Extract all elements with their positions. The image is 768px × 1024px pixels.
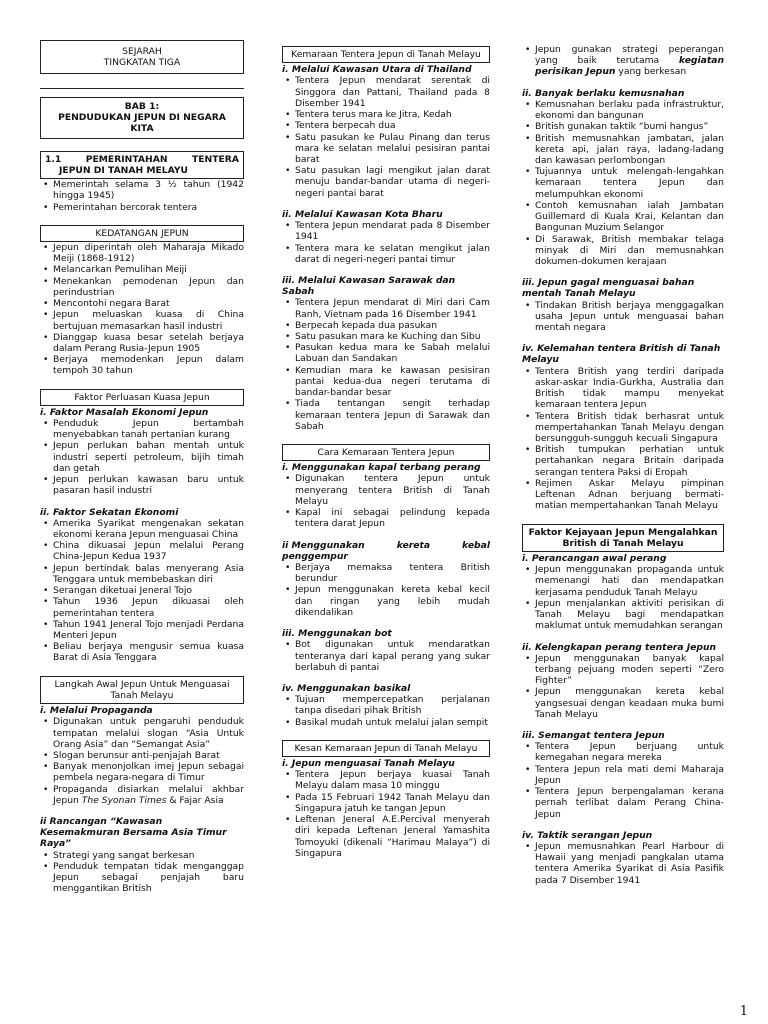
cara-list-4 (282, 694, 490, 728)
subheading: i. Jepun menguasai Tanah Melayu (282, 758, 455, 770)
list-item: • Contoh kemusnahan ialah Jambatan Guillemard di Kuala Krai, Kelantan dan Bangunan Muzium Selangor (522, 200, 724, 234)
langkah-list-2 (40, 850, 244, 895)
text-fragment: & Fajar Asia (166, 794, 224, 806)
list-item: • Tiada tentangan sengit terhadap kemaraan tentera Jepun di Sarawak dan Sabah (282, 398, 490, 432)
kejayaan-list-3 (522, 741, 724, 820)
faktor-list-1 (40, 418, 244, 497)
list-item: • Leftenan Jeneral A.E.Percival menyerah diri kepada Leftenan Jeneral Yamashita Tomoyuki (dikenali “Harimau Malaya”) di Singapura (282, 814, 490, 859)
subheading: ii. Banyak berlaku kemusnahan (522, 87, 685, 99)
list-item: • Dianggap kuasa besar setelah berjaya dalam Perang Rusia-Jepun 1905 (40, 332, 244, 354)
faktor-kejayaan-box (522, 524, 724, 552)
text-fragment: Jepun gunakan strategi peperangan yang baik terutama (535, 44, 724, 67)
list-item: • Jepun meluaskan kuasa di China bertujuan memasarkan hasil industri (40, 309, 244, 331)
kemaraan-list-3 (282, 297, 490, 432)
list-item: • Serangan diketuai Jeneral Tojo (40, 585, 244, 596)
subheading: i. Melalui Propaganda (40, 705, 153, 717)
list-item: • Tujuan mempercepatkan perjalanan tanpa disedari pihak British (282, 694, 490, 716)
list-item: • Jepun menggunakan kereta kebal yangsesuai dengan keadaan muka bumi Tanah Melayu (522, 686, 724, 720)
subheading: ii. Faktor Sekatan Ekonomi (40, 506, 179, 518)
list-item: • Penduduk tempatan tidak menganggap Jepun sebagai penjajah baru menggantikan British (40, 861, 244, 895)
list-item: • Amerika Syarikat mengenakan sekatan ekonomi kerana Jepun menguasai China (40, 518, 244, 540)
section-number: 1.1 (45, 153, 62, 165)
subheading: iv. Kelemahan tentera British di Tanah Melayu (522, 343, 721, 366)
kemaraan-list-1 (282, 75, 490, 198)
chapter-box (40, 97, 244, 139)
subheading: ii. Kelengkapan perang tentera Jepun (522, 641, 717, 653)
list-item: • Tentera British yang terdiri daripada askar-askar India-Gurkha, Australia dan British tidak mampu menyekat kemaraan tentera Jepun (522, 366, 724, 411)
list-item: • Basikal mudah untuk melalui jalan sempit (282, 717, 490, 728)
langkah-awal-title: Langkah Awal Jepun Untuk Menguasai Tanah Melayu (54, 678, 230, 701)
list-item: • Slogan berunsur anti-penjajah Barat (40, 750, 244, 761)
section-title-a: PEMERINTAHAN (85, 153, 168, 165)
subheading: i. Faktor Masalah Ekonomi Jepun (40, 406, 209, 418)
emphasis-text: kegiatan perisikan Jepun (535, 55, 724, 78)
kesan-list-1 (282, 769, 490, 859)
subheading: iii. Semangat tentera Jepun (522, 730, 665, 742)
list-item: • British gunakan taktik “bumi hangus” (522, 121, 724, 132)
text-fragment: yang berkesan (615, 66, 687, 78)
list-item: • Memerintah selama 3 ½ tahun (1942 hingga 1945) (40, 179, 244, 201)
text-fragment: Propaganda disiarkan melalui akhbar Jepun (53, 783, 244, 806)
list-item: • Strategi yang sangat berkesan (40, 850, 244, 861)
list-item: • Jepun perlukan bahan mentah untuk industri seperti petroleum, bijih timah dan getah (40, 440, 244, 474)
subheading-part: kebal (462, 539, 490, 551)
newspaper-name: The Syonan Times (81, 794, 167, 806)
list-item: • British memusnahkan jambatan, jalan kereta api, jalan raya, ladang-ladang dan kawasan perlombongan (522, 133, 724, 167)
list-item: • Jepun diperintah oleh Maharaja Mikado Meiji (1868-1912) (40, 242, 244, 264)
list-item: • Tentera terus mara ke Jitra, Kedah (282, 109, 490, 120)
list-item: • Banyak menonjolkan imej Jepun sebagai pembela negara-negara di Timur (40, 761, 244, 783)
list-item: • Pada 15 Februari 1942 Tanah Melayu dan Singapura jatuh ke tangan Jepun (282, 792, 490, 814)
subheading: iii. Menggunakan bot (282, 628, 392, 640)
list-item: • Jepun menjalankan aktiviti perisikan di Tanah Melayu bagi mendapatkan maklumat untuk memudahkan serangan (522, 598, 724, 632)
list-item: • Pemerintahan bercorak tentera (40, 202, 244, 213)
subheading: i. Perancangan awal perang (522, 552, 667, 564)
subheading-part: penggempur (282, 550, 348, 562)
list-item: • Tentera Jepun rela mati demi Maharaja Jepun (522, 764, 724, 786)
subject-title: SEJARAH (122, 45, 162, 57)
section-1-1-box (40, 151, 244, 179)
list-item: • Kemusnahan berlaku pada infrastruktur, ekonomi dan bangunan (522, 99, 724, 121)
chapter-number: BAB 1: (124, 101, 160, 112)
faktor-perluasan-box (40, 389, 244, 406)
list-item: • Kemudian mara ke kawasan pesisiran pantai kedua-dua negeri terutama di bandar-bandar besar (282, 365, 490, 399)
kemaraan-box (282, 46, 490, 63)
faktor-perluasan-title: Faktor Perluasan Kuasa Jepun (74, 391, 210, 403)
subheading: ii Rancangan “Kawasan Kesemakmuran Bersama Asia Timur Raya” (40, 816, 227, 850)
column-1 (40, 40, 244, 895)
subheading (282, 540, 490, 562)
list-item: • Penduduk Jepun bertambah menyebabkan tanah pertanian kurang (40, 418, 244, 440)
list-item: • Jepun menggunakan propaganda untuk memenangi hati dan mendapatkan kerjasama penduduk Tanah Melayu (522, 564, 724, 598)
list-item: • China dikuasai Jepun melalui Perang China-Jepun Kedua 1937 (40, 540, 244, 562)
list-item: • Tentera Jepun berpengalaman kerana pernah terlibat dalam Perang China-Jepun (522, 786, 724, 820)
kedatangan-box (40, 225, 244, 242)
kemaraan-list-2 (282, 220, 490, 265)
subheading-part: ii Menggunakan (282, 539, 365, 551)
column-3 (522, 44, 724, 886)
subheading: iv. Menggunakan basikal (282, 682, 411, 694)
list-item: • British tumpukan perhatian untuk pertahankan negara Britain daripada serangan tentera Paksi di Eropah (522, 444, 724, 478)
subject-header-box (40, 40, 244, 74)
faktor-list-2 (40, 518, 244, 664)
list-item: • Di Sarawak, British membakar telaga minyak di Miri dan memusnahkan dokumen-dokumen kerajaan (522, 234, 724, 268)
kesan-kemaraan-box (282, 740, 490, 757)
list-item: • Beliau berjaya mengusir semua kuasa Barat di Asia Tenggara (40, 641, 244, 663)
subheading: i. Melalui Kawasan Utara di Thailand (282, 64, 472, 76)
kejayaan-list-4 (522, 841, 724, 886)
list-item: • Tentera British tidak berhasrat untuk mempertahankan Tanah Melayu dengan bersungguh-sungguh kecuali Singapura (522, 411, 724, 445)
langkah-awal-box (40, 676, 244, 704)
chapter-title: PENDUDUKAN JEPUN DI NEGARA KITA (58, 112, 226, 135)
list-item: • Berjaya memodenkan Jepun dalam tempoh 30 tahun (40, 354, 244, 376)
cara-list-3 (282, 639, 490, 673)
list-item: • Mencontohi negara Barat (40, 298, 244, 309)
subheading: iii. Melalui Kawasan Sarawak dan Sabah (282, 274, 456, 298)
list-item: • Kapal ini sebagai pelindung kepada tentera darat Jepun (282, 507, 490, 529)
kejayaan-list-2 (522, 653, 724, 720)
list-item: • Tentera mara ke selatan mengikut jalan darat di negeri-negeri pantai timur (282, 243, 490, 265)
list-item: • Tentera Jepun berjaya kuasai Tanah Melayu dalam masa 10 minggu (282, 769, 490, 791)
list-item: • Tujuannya untuk melengah-lengahkan kemaraan tentera Jepun dan melumpuhkan ekonomi (522, 166, 724, 200)
kemaraan-title: Kemaraan Tentera Jepun di Tanah Melayu (291, 49, 481, 60)
column-2 (282, 46, 490, 859)
list-item: • Digunakan tentera Jepun untuk menyerang tentera British di Tanah Melayu (282, 473, 490, 507)
list-item: • Berpecah kepada dua pasukan (282, 320, 490, 331)
list-item: • Tentera Jepun mendarat serentak di Singgora dan Pattani, Thailand pada 8 Disember 1941 (282, 75, 490, 109)
list-item: • Menekankan pemodenan Jepun dan perindustrian (40, 276, 244, 298)
list-item: • Digunakan untuk pengaruhi penduduk tempatan melalui slogan “Asia Untuk Orang Asia” dan “Semangat Asia” (40, 716, 244, 750)
gagal-list (522, 300, 724, 334)
list-item: • Bot digunakan untuk mendaratkan tenteranya dari kapal perang yang sukar berlabuh di pantai (282, 639, 490, 673)
kesan-kemaraan-title: Kesan Kemaraan Jepun di Tanah Melayu (294, 742, 478, 754)
list-item: • Melancarkan Pemulihan Meiji (40, 264, 244, 275)
list-item: • Satu pasukan mara ke Kuching dan Sibu (282, 331, 490, 342)
list-item: • Berjaya memaksa tentera British berundur (282, 562, 490, 584)
cara-list-2 (282, 562, 490, 618)
kejayaan-list-1 (522, 564, 724, 631)
divider (40, 88, 244, 89)
list-item: • Jepun bertindak balas menyerang Asia Tenggara untuk membebaskan diri (40, 563, 244, 585)
cara-list-1 (282, 473, 490, 529)
subheading-part: kereta (396, 539, 431, 551)
faktor-kejayaan-title: Faktor Kejayaan Jepun Mengalahkan British di Tanah Melayu (528, 526, 718, 549)
list-item: • Satu pasukan ke Pulau Pinang dan terus mara ke selatan melalui pesisiran pantai barat (282, 132, 490, 166)
subheading: i. Menggunakan kapal terbang perang (282, 462, 481, 474)
list-item: • Tentera Jepun mendarat pada 8 Disember 1941 (282, 220, 490, 242)
sec11-list (40, 179, 244, 213)
list-item: • Tentera Jepun berjuang untuk kemegahan negara mereka (522, 741, 724, 763)
list-item: • Satu pasukan lagi mengikut jalan darat menuju bandar-bandar utama di negeri-negeri pantai barat (282, 165, 490, 199)
list-item (522, 44, 724, 78)
list-item: • Tahun 1936 Jepun dikuasai oleh pemerintahan tentera (40, 596, 244, 618)
subheading: ii. Melalui Kawasan Kota Bharu (282, 208, 443, 220)
list-item: • Jepun menggunakan banyak kapal terbang pejuang moden seperti “Zero Fighter” (522, 653, 724, 687)
subheading: iv. Taktik serangan Jepun (522, 829, 653, 841)
langkah-list-1 (40, 716, 244, 806)
list-item: • Rejimen Askar Melayu pimpinan Leftenan Adnan berjuang bermati-matian mempertahankan Tanah Melayu (522, 478, 724, 512)
cara-kemaraan-title: Cara Kemaraan Tentera Jepun (317, 447, 455, 458)
list-item: • Jepun menggunakan kereta kebal kecil dan ringan yang lebih mudah dikendalikan (282, 584, 490, 618)
section-title-b: TENTERA (192, 153, 239, 165)
list-item (40, 784, 244, 806)
section-title-c: JEPUN DI TANAH MELAYU (59, 164, 188, 176)
subheading: iii. Jepun gagal menguasai bahan mentah Tanah Melayu (522, 277, 695, 300)
kedatangan-list (40, 242, 244, 377)
list-item: • Tentera berpecah dua (282, 120, 490, 131)
list-item: • Jepun memusnahkan Pearl Harbour di Hawaii yang menjadi pangkalan utama tentera Amerika Syarikat di Asia Pasifik pada 7 Disember 1941 (522, 841, 724, 886)
list-item: • Tentera Jepun mendarat di Miri dari Cam Ranh, Vietnam pada 16 Disember 1941 (282, 297, 490, 319)
list-item: • Tahun 1941 Jeneral Tojo menjadi Perdana Menteri Jepun (40, 619, 244, 641)
cara-kemaraan-box (282, 444, 490, 461)
list-item: • Pasukan kedua mara ke Sabah melalui Labuan dan Sandakan (282, 342, 490, 364)
kelemahan-list (522, 366, 724, 512)
kedatangan-title: KEDATANGAN JEPUN (95, 227, 189, 239)
page-number: 1 (739, 1004, 748, 1020)
form-title: TINGKATAN TIGA (103, 57, 181, 68)
list-item: • Jepun perlukan kawasan baru untuk pasaran hasil industri (40, 474, 244, 496)
top-list (522, 44, 724, 78)
list-item: • Tindakan British berjaya menggagalkan usaha Jepun untuk menguasai bahan mentah negara (522, 300, 724, 334)
kemusnahan-list (522, 99, 724, 267)
